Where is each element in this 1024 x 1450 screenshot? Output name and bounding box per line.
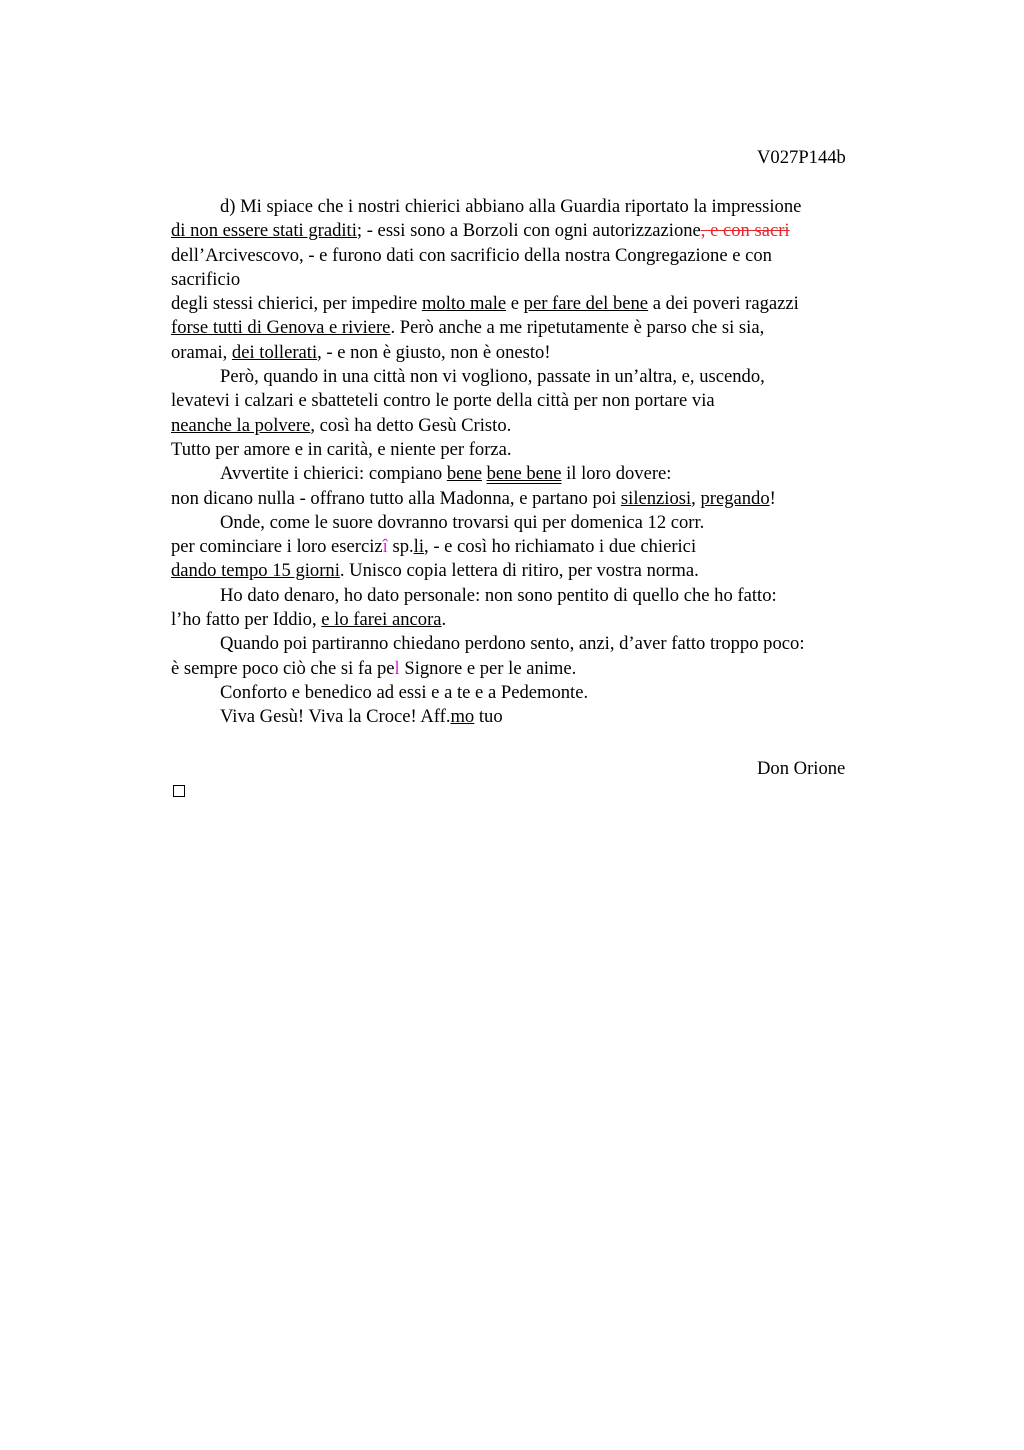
text-line: [171, 365, 891, 389]
underlined-text: mo: [450, 706, 475, 728]
text-line: [171, 244, 891, 268]
text-segment: Viva Gesù! Viva la Croce! Aff.: [220, 706, 451, 728]
text-segment: Conforto e benedico ad essi e a te e a Pedemonte.: [220, 681, 589, 703]
underlined-text: molto male: [421, 293, 507, 315]
text-line: [171, 268, 891, 292]
text-line: [171, 341, 891, 365]
underlined-text: pregando: [700, 487, 770, 509]
text-line: [171, 657, 891, 681]
underlined-text: per fare del bene: [523, 293, 649, 315]
text-segment: l’ho fatto per Iddio,: [171, 609, 322, 631]
text-segment: Signore e per le anime.: [399, 657, 577, 679]
underlined-text: forse tutti di Genova e riviere: [171, 317, 391, 339]
underlined-text: dei tollerati: [231, 341, 318, 363]
text-segment: Ho dato denaro, ho dato personale: non sono pentito di quello che ho fatto:: [220, 584, 777, 606]
text-line: [171, 608, 891, 632]
text-segment: Quando poi partiranno chiedano perdono sento, anzi, d’aver fatto troppo poco:: [220, 633, 805, 655]
underlined-text: li: [413, 536, 425, 558]
text-segment: . Unisco copia lettera di ritiro, per vostra norma.: [339, 560, 699, 582]
struck-text: , e con sacri: [700, 220, 790, 242]
text-segment: levatevi i calzari e sbatteteli contro le porte della città per non portare via: [171, 390, 715, 412]
text-line: [171, 681, 891, 705]
text-line: [171, 389, 891, 413]
text-segment: . Però anche a me ripetutamente è parso che si sia,: [390, 317, 765, 339]
text-segment: tuo: [474, 706, 503, 728]
text-segment: e: [506, 293, 524, 315]
text-line: [171, 559, 891, 583]
text-segment: è sempre poco ciò che si fa pe: [171, 657, 395, 679]
text-segment: oramai,: [171, 341, 232, 363]
text-segment: ; - essi sono a Borzoli con ogni autorizzazione: [356, 220, 701, 242]
text-line: [171, 219, 891, 243]
text-line: [171, 438, 891, 462]
text-segment: sp.: [387, 536, 414, 558]
text-line: [171, 195, 891, 219]
text-segment: per cominciare i loro eserciz: [171, 536, 383, 558]
text-line: [171, 705, 891, 729]
text-segment: il loro dovere:: [561, 463, 672, 485]
text-line: [171, 535, 891, 559]
underlined-text: di non essere stati graditi: [171, 220, 357, 242]
text-segment: ,: [691, 487, 701, 509]
text-segment: Avvertite i chierici: compiano: [220, 463, 447, 485]
text-line: [171, 511, 891, 535]
text-segment: , - e così ho richiamato i due chierici: [424, 536, 697, 558]
text-line: [171, 316, 891, 340]
signature: Don Orione: [757, 758, 846, 779]
text-line: [171, 292, 891, 316]
double-underlined-text: bene bene: [486, 463, 562, 485]
page-id: V027P144b: [757, 147, 846, 168]
text-segment: .: [441, 609, 447, 631]
text-segment: non dicano nulla - offrano tutto alla Madonna, e partano poi: [171, 487, 621, 509]
text-segment: Tutto per amore e in carità, e niente per forza.: [171, 438, 512, 460]
text-segment: Onde, come le suore dovranno trovarsi qui per domenica 12 corr.: [220, 511, 705, 533]
text-line: [171, 462, 891, 486]
text-segment: !: [769, 487, 776, 509]
text-segment: dell’Arcivescovo, - e furono dati con sacrificio della nostra Congregazione e con: [171, 244, 772, 266]
underlined-text: dando tempo 15 giorni: [171, 560, 340, 582]
underlined-text: neanche la polvere: [171, 414, 311, 436]
text-line: [171, 487, 891, 511]
underlined-text: e lo farei ancora: [321, 609, 442, 631]
text-line: [171, 632, 891, 656]
text-segment: a dei poveri ragazzi: [648, 293, 799, 315]
text-segment: , così ha detto Gesù Cristo.: [310, 414, 512, 436]
underlined-text: silenziosi: [620, 487, 692, 509]
text-segment: d) Mi spiace che i nostri chierici abbiano alla Guardia riportato la impressione: [220, 196, 802, 217]
text-segment: degli stessi chierici, per impedire: [171, 293, 422, 315]
text-segment: , - e non è giusto, non è onesto!: [317, 341, 551, 363]
empty-square-icon: [173, 785, 185, 797]
highlighted-char: l: [394, 657, 400, 679]
text-segment: sacrificio: [171, 268, 241, 290]
text-segment: Però, quando in una città non vi vogliono, passate in un’altra, e, uscendo,: [220, 366, 765, 388]
underlined-text: bene: [446, 463, 482, 485]
text-line: [171, 414, 891, 438]
highlighted-char: î: [382, 536, 388, 558]
text-line: [171, 584, 891, 608]
letter-body: [171, 195, 891, 730]
